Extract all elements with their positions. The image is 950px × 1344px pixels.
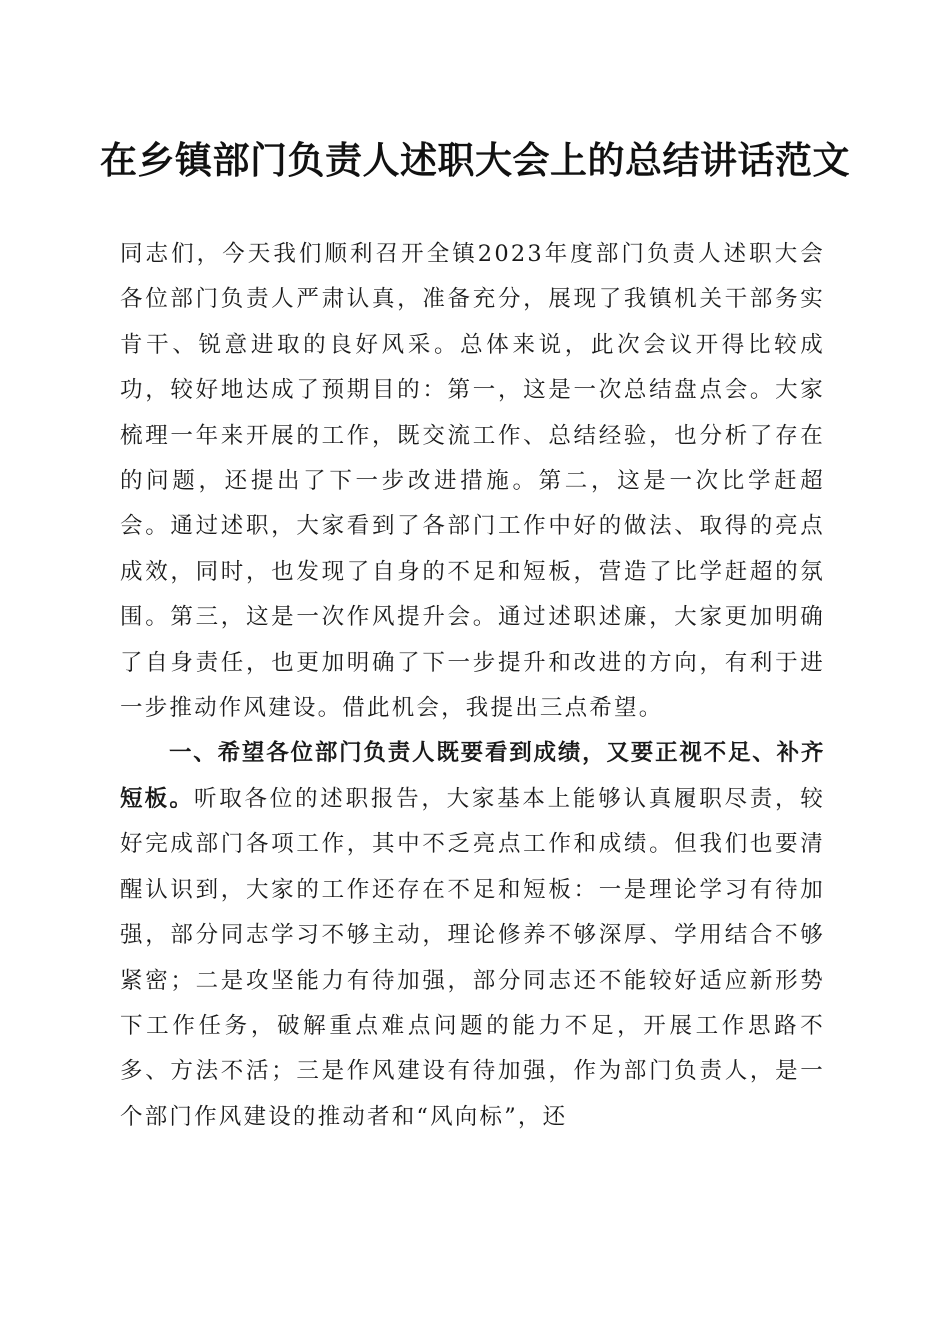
section-heading: 一、希望各位部门负责人既要看到成绩，又要正视不足、补齐短板。: [120, 740, 825, 812]
paragraph-opening: [120, 232, 825, 731]
document-title: 在乡镇部门负责人述职大会上的总结讲话范文: [100, 138, 850, 182]
paragraph-text: 听取各位的述职报告，大家基本上能够认真履职尽责，较好完成部门各项工作，其中不乏亮点工作和成绩。但我们也要清醒认识到，大家的工作还存在不足和短板：一是理论学习有待加强，部分同志学习不够主动，理论修养不够深厚、学用结合不够紧密；二是攻坚能力有待加强，部分同志还不能较好适应新形势下工作任务，破解重点难点问题的能力不足，开展工作思路不多、方法不活；三是作风建设有待加强，作为部门负责人，是一个部门作风建设的推动者和“风向标”，还: [120, 785, 825, 1130]
document-body: [120, 232, 825, 1140]
paragraph-text: 同志们，今天我们顺利召开全镇2023年度部门负责人述职大会各位部门负责人严肃认真，准备充分，展现了我镇机关干部务实肯干、锐意进取的良好风采。总体来说，此次会议开得比较成功，较好地达成了预期目的：第一，这是一次总结盘点会。大家梳理一年来开展的工作，既交流工作、总结经验，也分析了存在的问题，还提出了下一步改进措施。第二，这是一次比学赶超会。通过述职，大家看到了各部门工作中好的做法、取得的亮点成效，同时，也发现了自身的不足和短板，营造了比学赶超的氛围。第三，这是一次作风提升会。通过述职述廉，大家更加明确了自身责任，也更加明确了下一步提升和改进的方向，有利于进一步推动作风建设。借此机会，我提出三点希望。: [120, 241, 825, 722]
paragraph-section-one: [120, 731, 825, 1140]
